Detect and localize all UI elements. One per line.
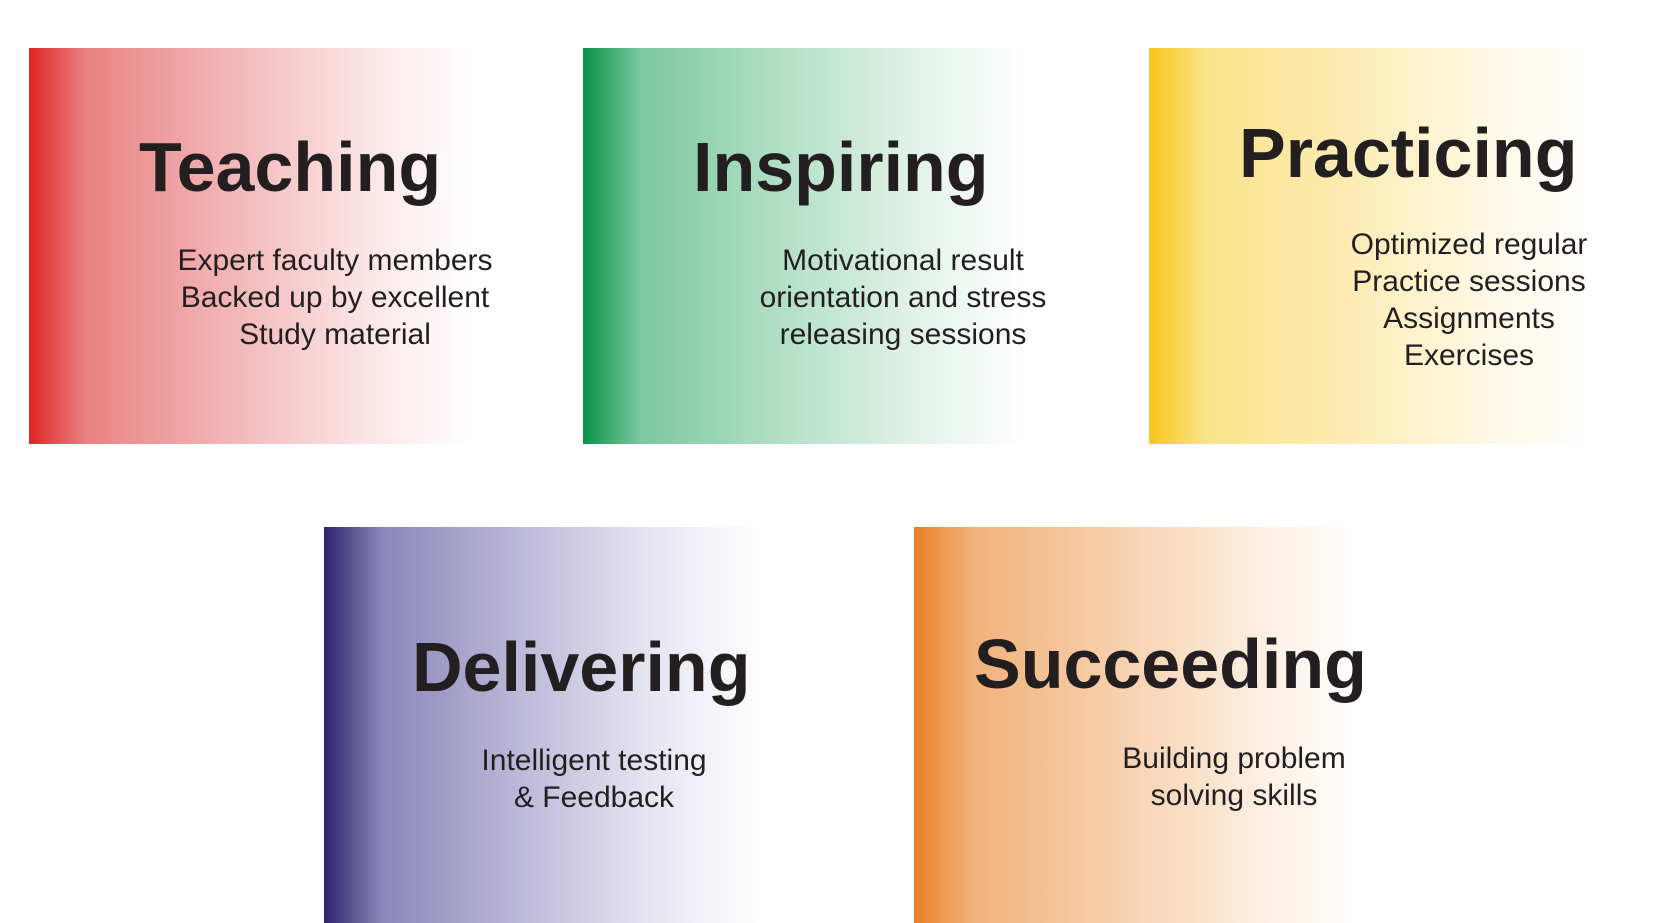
- card-description: [364, 742, 824, 816]
- card-description-line: Assignments: [1383, 302, 1555, 335]
- card-description-line: Building problem: [1122, 742, 1346, 775]
- card-inspiring: [583, 48, 1047, 444]
- card-title: Delivering: [412, 628, 751, 706]
- card-title: Practicing: [1239, 114, 1578, 192]
- card-description-line: Exercises: [1403, 339, 1535, 372]
- card-teaching: [29, 48, 493, 444]
- card-description: [1229, 226, 1661, 374]
- card-title: Succeeding: [974, 625, 1367, 703]
- card-description-line: Expert faculty members: [177, 244, 493, 277]
- card-description-line: Optimized regular: [1350, 228, 1588, 261]
- card-description: [95, 242, 575, 353]
- card-description-line: Motivational result: [782, 244, 1024, 277]
- card-description-line: solving skills: [1150, 779, 1318, 812]
- card-title: Teaching: [139, 128, 442, 206]
- card-practicing: [1149, 48, 1589, 444]
- card-title: Inspiring: [693, 128, 989, 206]
- card-description-line: Study material: [239, 318, 431, 351]
- card-description-line: Backed up by excellent: [180, 281, 490, 314]
- card-description-line: orientation and stress: [759, 281, 1047, 314]
- card-description-line: Practice sessions: [1352, 265, 1586, 298]
- card-description: [683, 242, 1123, 353]
- card-succeeding: [914, 527, 1367, 923]
- card-delivering: [324, 527, 764, 923]
- card-description-line: releasing sessions: [779, 318, 1027, 351]
- card-description-line: Intelligent testing: [481, 744, 707, 777]
- card-description: [1014, 740, 1454, 814]
- card-description-line: & Feedback: [513, 781, 675, 814]
